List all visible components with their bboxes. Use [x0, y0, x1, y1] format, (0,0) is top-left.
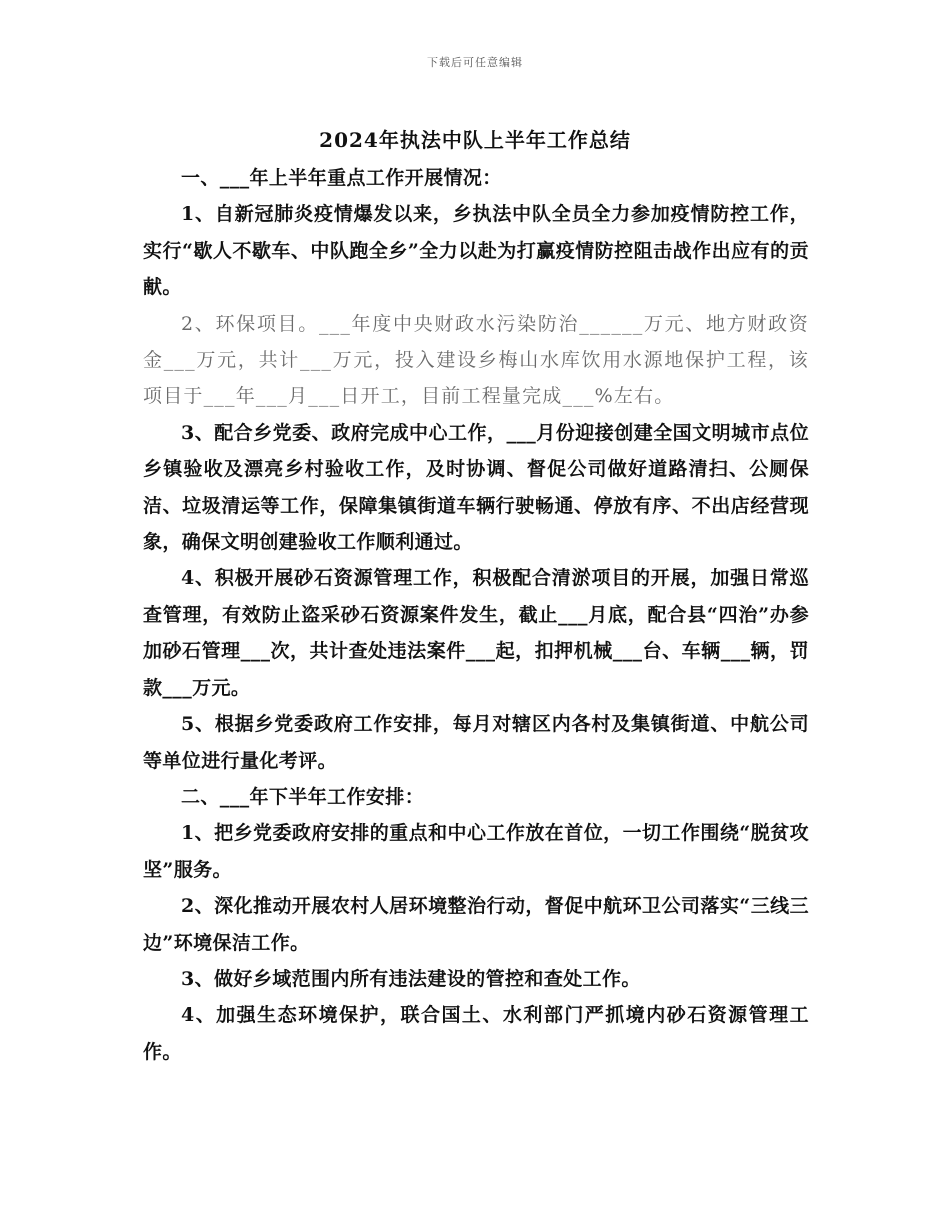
paragraph-item-2-environment-project: 2、环保项目。___年度中央财政水污染防治______万元、地方财政资金___万元，共计___万元，投入建设乡梅山水库饮用水源地保护工程，该项目于___年___月___日开工，目前工程量完成___%左右。	[143, 312, 809, 408]
document-body	[143, 160, 809, 1070]
paragraph-item-5-evaluation: 5、根据乡党委政府工作安排，每月对辖区内各村及集镇街道、中航公司等单位进行量化考评。	[143, 713, 809, 772]
page-header-note: 下载后可任意编辑	[427, 56, 523, 69]
paragraph-plan-1: 1、把乡党委政府安排的重点和中心工作放在首位，一切工作围绕“脱贫攻坚”服务。	[143, 822, 809, 881]
section-heading-second-half: 二、___年下半年工作安排：	[181, 785, 425, 808]
paragraph-plan-2: 2、深化推动开展农村人居环境整治行动，督促中航环卫公司落实“三线三边”环境保洁工作。	[143, 895, 809, 954]
section-heading-first-half: 一、___年上半年重点工作开展情况：	[181, 167, 502, 189]
paragraph-item-3-central-work: 3、配合乡党委、政府完成中心工作，___月份迎接创建全国文明城市点位乡镇验收及漂亮乡村验收工作，及时协调、督促公司做好道路清扫、公厕保洁、垃圾清运等工作，保障集镇街道车辆行驶畅通、停放有序、不出店经营现象，确保文明创建验收工作顺利通过。	[143, 421, 809, 554]
paragraph-item-1-epidemic: 1、自新冠肺炎疫情爆发以来，乡执法中队全员全力参加疫情防控工作，实行“歇人不歇车、中队跑全乡”全力以赴为打赢疫情防控阻击战作出应有的贡献。	[143, 203, 809, 299]
paragraph-item-4-gravel-management: 4、积极开展砂石资源管理工作，积极配合清淤项目的开展，加强日常巡查管理，有效防止盗采砂石资源案件发生，截止___月底，配合县“四治”办参加砂石管理___次，共计查处违法案件___起，扣押机械___台、车辆___辆，罚款___万元。	[143, 567, 809, 699]
paragraph-plan-3: 3、做好乡域范围内所有违法建设的管控和查处工作。	[181, 967, 641, 990]
paragraph-plan-4: 4、加强生态环境保护，联合国土、水利部门严抓境内砂石资源管理工作。	[143, 1004, 809, 1063]
document-title: 2024年执法中队上半年工作总结	[319, 128, 631, 152]
